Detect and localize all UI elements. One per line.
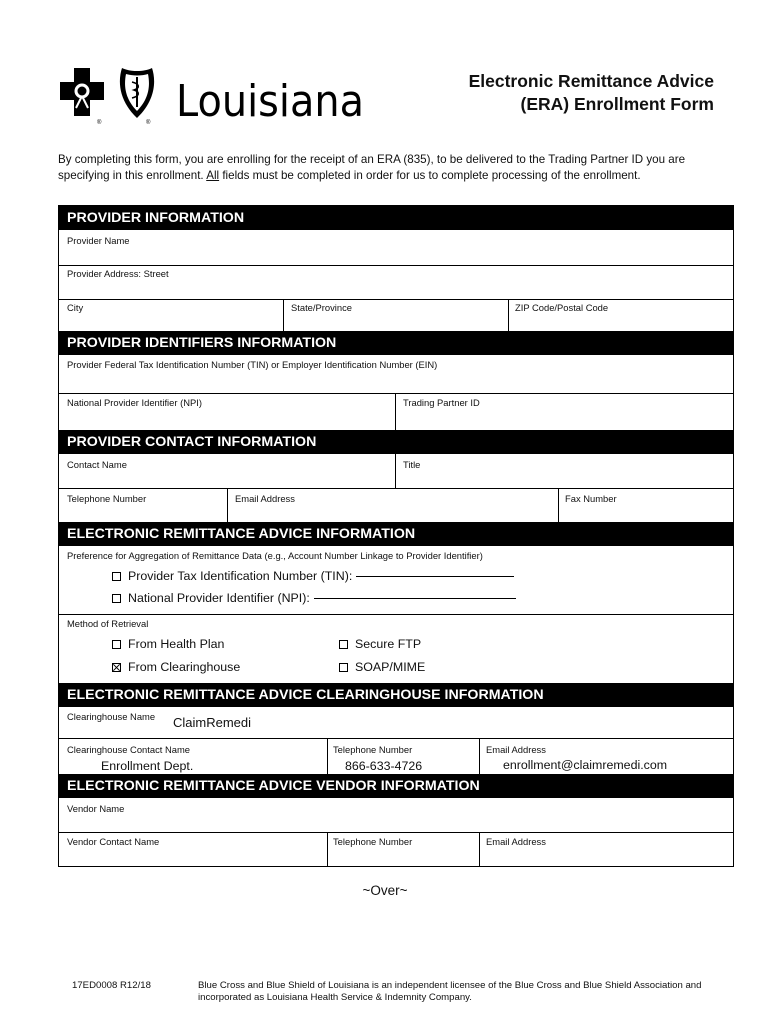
city-field[interactable]: City bbox=[67, 302, 84, 313]
option-from-health-plan[interactable] bbox=[112, 637, 224, 651]
option-npi[interactable] bbox=[112, 591, 516, 605]
clearinghouse-name-label: Clearinghouse Name bbox=[67, 711, 156, 722]
clearinghouse-contact-label: Clearinghouse Contact Name bbox=[67, 744, 190, 755]
option-soap-mime[interactable] bbox=[339, 660, 425, 674]
clearinghouse-phone-value[interactable]: 866-633-4726 bbox=[345, 759, 423, 773]
blue-shield-icon bbox=[120, 68, 154, 126]
npi-blank[interactable] bbox=[314, 598, 516, 599]
checkbox-icon[interactable] bbox=[112, 572, 121, 581]
over-indicator: ~Over~ bbox=[362, 883, 408, 898]
checked-checkbox-icon[interactable] bbox=[112, 663, 121, 672]
method-label: Method of Retrieval bbox=[67, 618, 149, 629]
intro-paragraph bbox=[58, 152, 723, 183]
bcbs-louisiana-logo bbox=[60, 66, 370, 128]
form-title bbox=[469, 70, 714, 116]
intro-emphasis: All bbox=[206, 168, 220, 182]
form-title-line-1: Electronic Remittance Advice bbox=[468, 71, 714, 91]
fax-field[interactable]: Fax Number bbox=[565, 493, 617, 504]
contact-title-field[interactable]: Title bbox=[403, 459, 421, 470]
email-field[interactable]: Email Address bbox=[235, 493, 295, 504]
vendor-email-field[interactable]: Email Address bbox=[486, 836, 546, 847]
brand-name: Louisiana bbox=[176, 76, 364, 127]
vendor-phone-field[interactable]: Telephone Number bbox=[333, 836, 413, 847]
section-provider-identifiers: PROVIDER IDENTIFIERS INFORMATION bbox=[59, 331, 733, 355]
svg-text:®: ® bbox=[97, 120, 102, 126]
section-era-information: ELECTRONIC REMITTANCE ADVICE INFORMATION bbox=[59, 522, 733, 546]
soap-mime-label: SOAP/MIME bbox=[355, 660, 426, 674]
from-health-plan-label: From Health Plan bbox=[128, 637, 225, 651]
form-title-line-2: (ERA) Enrollment Form bbox=[520, 94, 714, 114]
checkbox-icon[interactable] bbox=[339, 663, 348, 672]
blue-cross-icon bbox=[60, 68, 104, 126]
contact-name-field[interactable]: Contact Name bbox=[67, 459, 127, 470]
tin-ein-field[interactable]: Provider Federal Tax Identification Number (TIN) or Employer Identification Number (EIN) bbox=[67, 359, 438, 370]
intro-text-1: By completing this form, you are enrolling for the receipt of an ERA (835), to be delivered to the Trading Partner ID you are specifying in this enrollment. bbox=[58, 153, 686, 182]
section-provider-contact: PROVIDER CONTACT INFORMATION bbox=[59, 430, 733, 454]
vendor-name-field[interactable]: Vendor Name bbox=[67, 803, 125, 814]
npi-field[interactable]: National Provider Identifier (NPI) bbox=[67, 397, 202, 408]
secure-ftp-label: Secure FTP bbox=[355, 637, 422, 651]
provider-name-field[interactable]: Provider Name bbox=[67, 235, 130, 246]
svg-text:®: ® bbox=[146, 120, 151, 126]
provider-street-field[interactable]: Provider Address: Street bbox=[67, 268, 169, 279]
clearinghouse-name-value[interactable]: ClaimRemedi bbox=[173, 715, 252, 730]
checkbox-icon[interactable] bbox=[112, 640, 121, 649]
clearinghouse-phone-label: Telephone Number bbox=[333, 744, 413, 755]
enrollment-form bbox=[58, 205, 734, 867]
state-field[interactable]: State/Province bbox=[291, 302, 352, 313]
footer-disclaimer: Blue Cross and Blue Shield of Louisiana is an independent licensee of the Blue Cross and Blue Shield Association and incorporated as Louisiana Health Service & Indemnity Company. bbox=[198, 980, 702, 1004]
section-clearinghouse: ELECTRONIC REMITTANCE ADVICE CLEARINGHOUSE INFORMATION bbox=[59, 683, 733, 707]
trading-partner-id-field[interactable]: Trading Partner ID bbox=[403, 397, 480, 408]
vendor-contact-field[interactable]: Vendor Contact Name bbox=[67, 836, 160, 847]
zip-field[interactable]: ZIP Code/Postal Code bbox=[515, 302, 609, 313]
section-vendor: ELECTRONIC REMITTANCE ADVICE VENDOR INFORMATION bbox=[59, 774, 733, 798]
section-provider-information: PROVIDER INFORMATION bbox=[59, 206, 733, 230]
aggregation-label: Preference for Aggregation of Remittance Data (e.g., Account Number Linkage to Provider Identifier) bbox=[67, 550, 483, 561]
form-code: 17ED0008 R12/18 bbox=[72, 980, 151, 991]
tin-blank[interactable] bbox=[356, 576, 514, 577]
clearinghouse-email-value[interactable]: enrollment@claimremedi.com bbox=[503, 758, 668, 772]
option-npi-label: National Provider Identifier (NPI): bbox=[128, 591, 310, 605]
clearinghouse-contact-value[interactable]: Enrollment Dept. bbox=[101, 759, 194, 773]
option-tin-label: Provider Tax Identification Number (TIN): bbox=[128, 569, 353, 583]
checkbox-icon[interactable] bbox=[112, 594, 121, 603]
checkbox-icon[interactable] bbox=[339, 640, 348, 649]
from-clearinghouse-label: From Clearinghouse bbox=[128, 660, 241, 674]
option-tin[interactable] bbox=[112, 569, 514, 583]
option-secure-ftp[interactable] bbox=[339, 637, 421, 651]
telephone-field[interactable]: Telephone Number bbox=[67, 493, 147, 504]
option-from-clearinghouse[interactable] bbox=[112, 660, 240, 674]
intro-text-2: fields must be completed in order for us to complete processing of the enrollment. bbox=[219, 168, 641, 182]
clearinghouse-email-label: Email Address bbox=[486, 744, 546, 755]
